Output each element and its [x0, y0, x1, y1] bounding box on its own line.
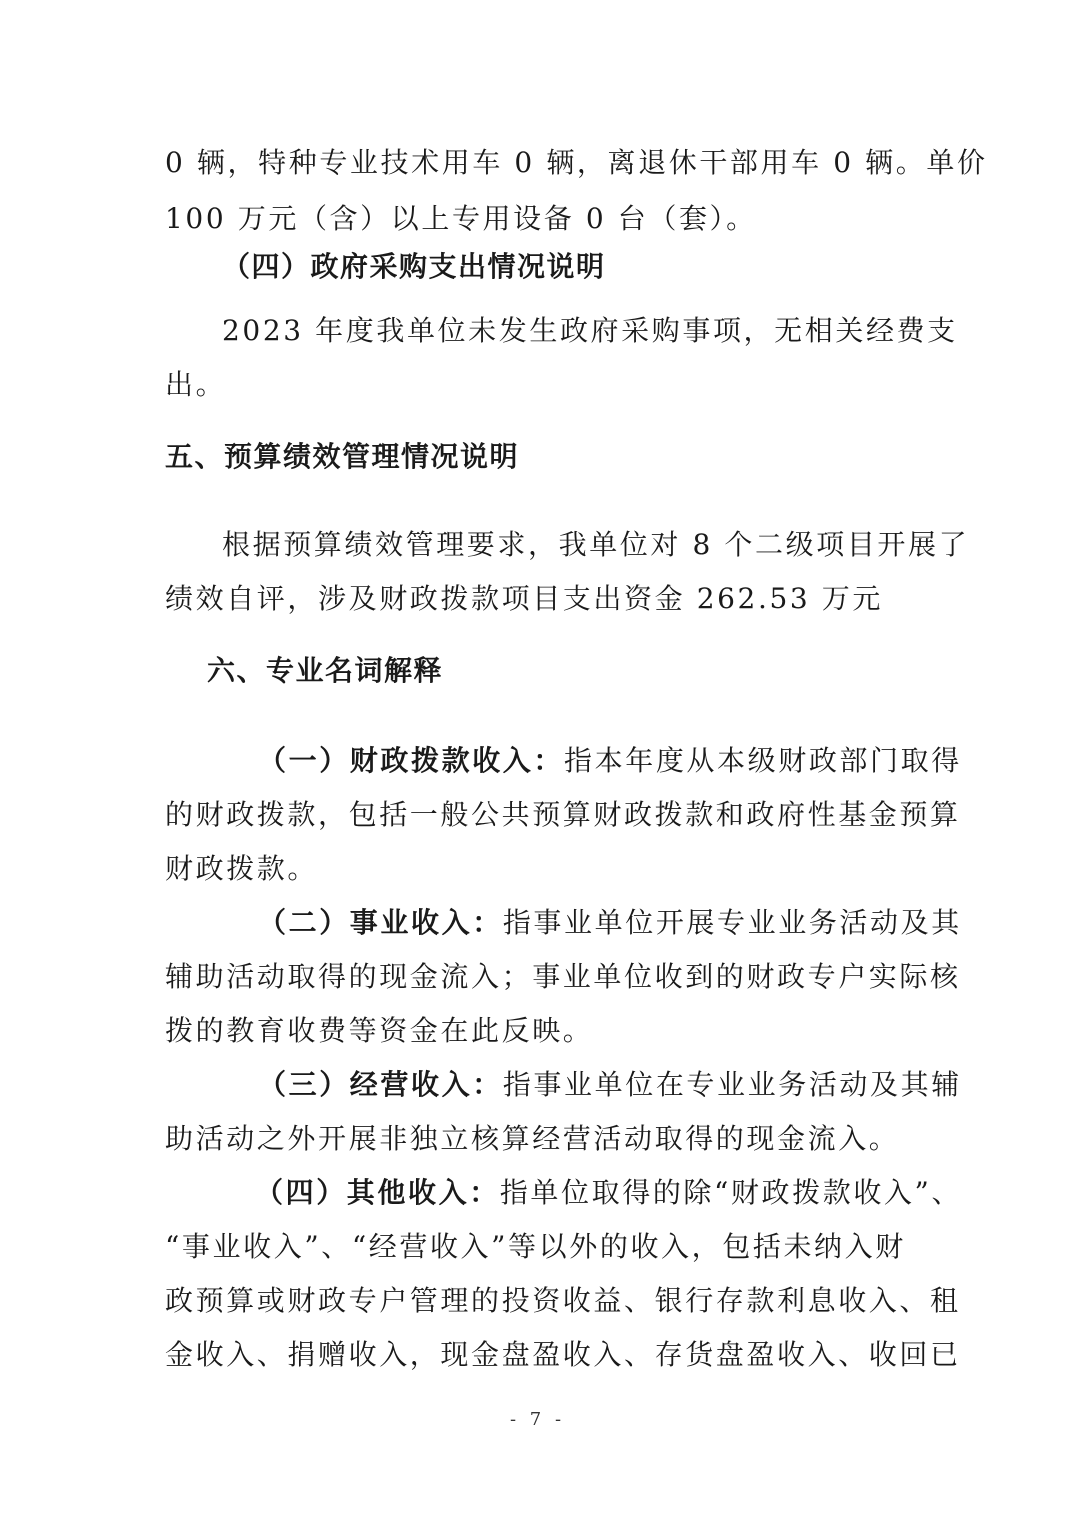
definition-term: （三）经营收入：	[258, 1068, 503, 1101]
paragraph-line: 财政拨款。	[165, 852, 319, 885]
section-heading: 六、专业名词解释	[207, 654, 444, 687]
section-heading: 五、预算绩效管理情况说明	[165, 440, 520, 473]
definition-text: 指事业单位开展专业业务活动及其	[502, 906, 962, 939]
page-number: - 7 -	[509, 1409, 566, 1430]
paragraph-line: 2023 年度我单位未发生政府采购事项，无相关经费支	[222, 314, 958, 347]
paragraph-line: 拨的教育收费等资金在此反映。	[165, 1014, 594, 1047]
definition-text: 指单位取得的除“财政拨款收入”、	[499, 1176, 963, 1209]
definition-line	[258, 741, 962, 781]
definition-text: 指事业单位在专业业务活动及其辅	[502, 1068, 962, 1101]
definition-line	[255, 1173, 962, 1213]
paragraph-line: 金收入、捐赠收入，现金盘盈收入、存货盘盈收入、收回已	[165, 1338, 961, 1371]
definition-term: （二）事业收入：	[258, 906, 503, 939]
paragraph-line: 0 辆，特种专业技术用车 0 辆，离退休干部用车 0 辆。单价	[165, 146, 988, 179]
definition-term: （一）财政拨款收入：	[258, 744, 565, 777]
definition-line	[258, 903, 962, 943]
paragraph-line: 辅助活动取得的现金流入；事业单位收到的财政专户实际核	[165, 960, 961, 993]
subsection-heading: （四）政府采购支出情况说明	[222, 250, 606, 283]
paragraph-line: 政预算或财政专户管理的投资收益、银行存款利息收入、租	[165, 1284, 961, 1317]
definition-text: 指本年度从本级财政部门取得	[564, 744, 962, 777]
paragraph-line: 绩效自评，涉及财政拨款项目支出资金 262.53 万元	[165, 582, 883, 615]
definition-term: （四）其他收入：	[255, 1176, 500, 1209]
paragraph-line: 出。	[165, 368, 227, 401]
definition-line	[258, 1065, 962, 1105]
paragraph-line: 助活动之外开展非独立核算经营活动取得的现金流入。	[165, 1122, 900, 1155]
paragraph-line: 100 万元（含）以上专用设备 0 台（套）。	[165, 202, 757, 235]
paragraph-line: 的财政拨款，包括一般公共预算财政拨款和政府性基金预算	[165, 798, 961, 831]
paragraph-line: “事业收入”、“经营收入”等以外的收入，包括未纳入财	[165, 1230, 906, 1263]
paragraph-line: 根据预算绩效管理要求，我单位对 8 个二级项目开展了	[222, 528, 970, 561]
